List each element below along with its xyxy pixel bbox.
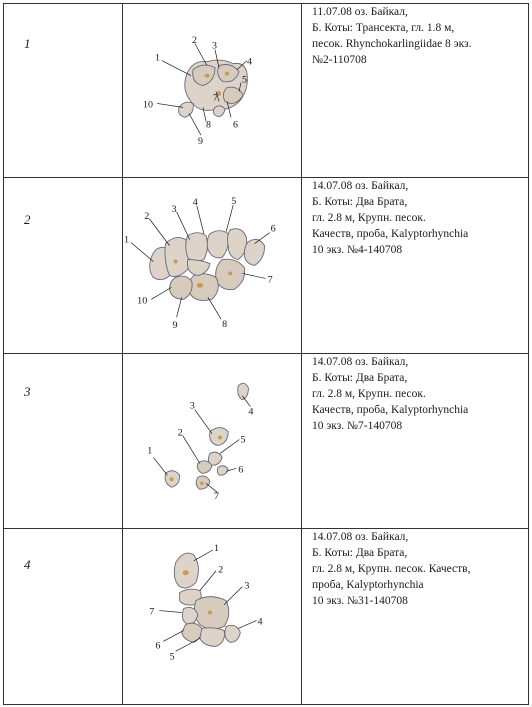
specimen-label: 7 [267, 274, 273, 286]
specimen-photo [123, 178, 301, 353]
specimen-label: 1 [155, 52, 160, 64]
specimen-label: 5 [242, 74, 247, 86]
specimen-description-cell [302, 354, 529, 529]
row-number-cell [4, 178, 123, 354]
specimen-description: 11.07.08 оз. Байкал, Б. Коты: Трансекта, гл. 1.8 м, песок. Rhynchokarlingiidae 8 экз. №2-110708 [312, 6, 472, 66]
row-number: 1 [24, 36, 31, 51]
specimen-label: 2 [144, 210, 150, 222]
specimen-label: 2 [177, 427, 183, 439]
specimen-label: 10 [143, 99, 153, 111]
specimen-label: 5 [240, 434, 246, 446]
specimen-photo-cell [123, 178, 302, 354]
row-number-cell [4, 354, 123, 529]
specimen-label: 6 [238, 464, 244, 476]
specimen-photo [123, 4, 301, 177]
specimen-description: 14.07.08 оз. Байкал, Б. Коты: Два Брата, гл. 2.8 м, Крупн. песок. Качеств, проба, Kalyptorhynchia 10 экз. №4-140708 [312, 180, 469, 256]
specimen-label: 3 [189, 400, 195, 412]
specimen-label: 8 [222, 319, 228, 331]
specimen-photo-cell [123, 529, 302, 705]
specimen-label: 6 [270, 223, 276, 235]
specimen-label: 9 [198, 136, 203, 148]
specimen-photo [123, 354, 301, 528]
row-number-cell [4, 529, 123, 705]
specimen-label: 7 [213, 92, 218, 104]
specimen-label: 5 [169, 651, 175, 663]
specimen-label: 10 [137, 295, 148, 307]
specimen-label: 4 [192, 196, 198, 208]
specimen-table [3, 3, 529, 705]
specimen-label: 8 [206, 119, 211, 131]
row-number-cell [4, 4, 123, 178]
row-number: 2 [24, 212, 31, 227]
specimen-label: 6 [233, 119, 238, 131]
specimen-photo-cell [123, 354, 302, 529]
specimen-label: 7 [149, 606, 155, 618]
table-row [4, 354, 529, 529]
specimen-label: 4 [257, 616, 263, 628]
table-row [4, 529, 529, 705]
specimen-label: 5 [231, 195, 237, 207]
specimen-label: 1 [124, 234, 130, 246]
specimen-label: 2 [218, 564, 224, 576]
specimen-photo-cell [123, 4, 302, 178]
specimen-label: 7 [214, 491, 220, 503]
specimen-label: 4 [247, 56, 252, 68]
specimen-label: 2 [192, 34, 197, 46]
specimen-label: 1 [147, 445, 153, 457]
row-number: 4 [24, 557, 31, 572]
specimen-label: 6 [155, 640, 161, 652]
specimen-label: 3 [244, 580, 250, 592]
specimen-photo [123, 529, 301, 704]
row-number: 3 [24, 384, 31, 399]
table-row [4, 4, 529, 178]
specimen-label: 3 [171, 203, 177, 215]
specimen-description-cell [302, 529, 529, 705]
specimen-label: 1 [214, 542, 220, 554]
specimen-label: 3 [212, 40, 217, 52]
specimen-description-cell [302, 4, 529, 178]
specimen-description: 14.07.08 оз. Байкал, Б. Коты: Два Брата, гл. 2.8 м, Крупн. песок. Качеств, проба, Kalyptorhynchia 10 экз. №7-140708 [312, 356, 469, 432]
specimen-label: 9 [172, 320, 178, 332]
specimen-description-cell [302, 178, 529, 354]
specimen-description: 14.07.08 оз. Байкал, Б. Коты: Два Брата, гл. 2.8 м, Крупн. песок. Качеств, проба, Kalyptorhynchia 10 экз. №31-140708 [312, 531, 471, 607]
table-row [4, 178, 529, 354]
specimen-label: 4 [248, 406, 254, 418]
